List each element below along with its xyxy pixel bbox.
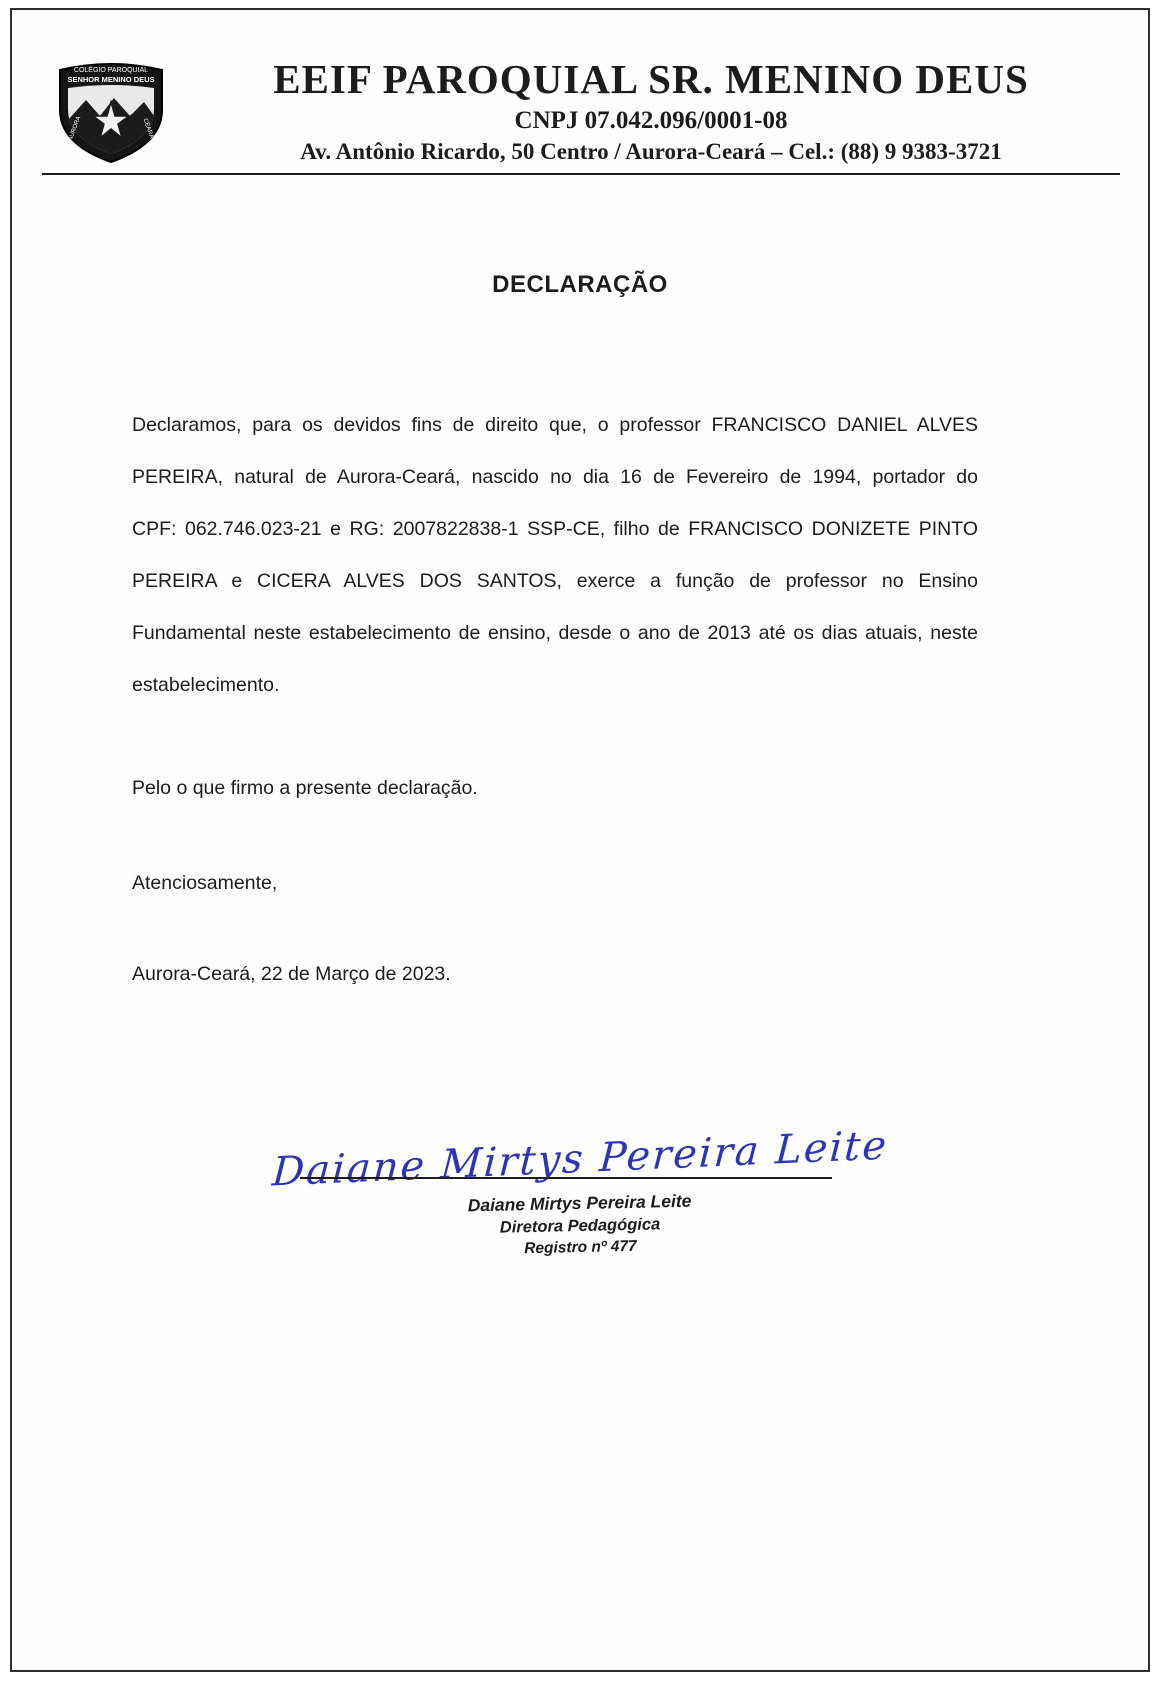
salutation: Atenciosamente,	[132, 872, 278, 895]
logo-banner-right: CEARÁ	[141, 117, 155, 140]
school-address: Av. Antônio Ricardo, 50 Centro / Aurora-Ceará – Cel.: (88) 9 9383-3721	[300, 139, 1002, 165]
logo-name-text: SENHOR MENINO DEUS	[67, 75, 155, 84]
signatory-role: Diretora Pedagógica	[499, 1215, 661, 1237]
document-content	[132, 399, 978, 986]
letterhead	[12, 10, 1148, 165]
date-line: Aurora-Ceará, 22 de Março de 2023.	[132, 963, 451, 986]
signature-line	[300, 1177, 832, 1179]
document-title: DECLARAÇÃO	[492, 271, 668, 299]
signatory-name: Daiane Mirtys Pereira Leite	[467, 1190, 692, 1216]
logo-banner-left: AURORA	[67, 115, 83, 142]
school-crest-icon	[52, 58, 170, 164]
signatory-details	[11, 1181, 1148, 1269]
letterhead-text	[184, 58, 1118, 165]
signature-block	[12, 1122, 1148, 1258]
school-logo	[52, 58, 170, 164]
closing-statement: Pelo o que firmo a presente declaração.	[132, 777, 478, 800]
handwritten-signature: Daiane Mirtys Pereira Leite	[270, 1122, 890, 1196]
logo-top-text: COLÉGIO PAROQUIAL	[73, 67, 149, 74]
signatory-registry: Registro nº 477	[524, 1237, 637, 1258]
school-name: EEIF PAROQUIAL SR. MENINO DEUS	[273, 56, 1029, 102]
school-cnpj: CNPJ 07.042.096/0001-08	[514, 107, 788, 135]
page	[10, 8, 1150, 1672]
declaration-paragraph: Declaramos, para os devidos fins de direito que, o professor FRANCISCO DANIEL ALVES PEREIRA, natural de Aurora-Ceará, nascido no dia 16 de Fevereiro de 1994, portador do CPF: 062.746.023-21 e RG: 2007822838-1 SSP-CE, filho de FRANCISCO DONIZETE PINTO PEREIRA e CICERA ALVES DOS SANTOS, exerce a função de professor no Ensino Fundamental neste estabelecimento de ensino, desde o ano de 2013 até os dias atuais, neste estabelecimento.	[132, 414, 978, 697]
letterhead-divider	[42, 173, 1120, 175]
